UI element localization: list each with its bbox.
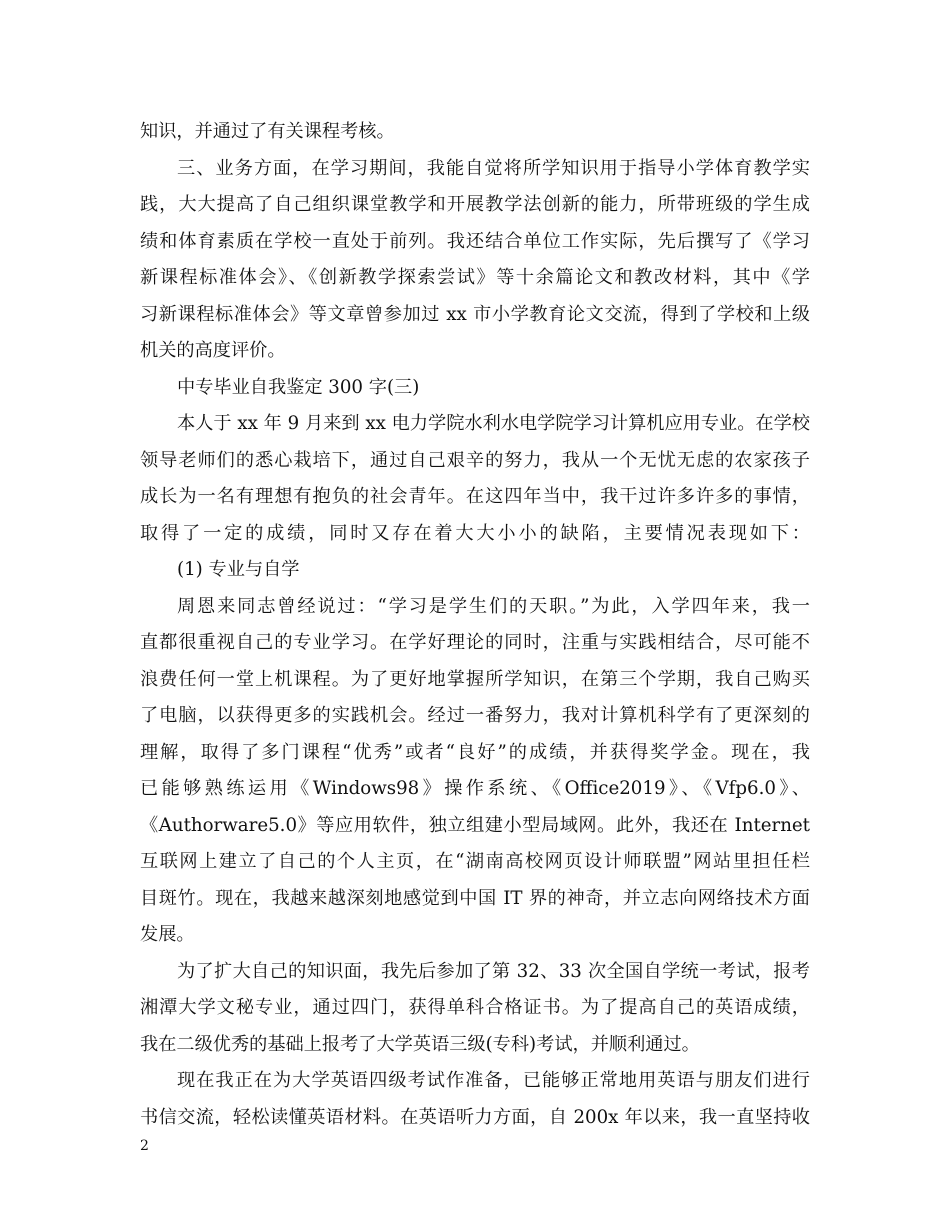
text-line: 已能够熟练运用《Windows98》操作系统、《Office2019》、《Vfp6.0》、 (140, 778, 810, 799)
text-line: 互联网上建立了自己的个人主页，在“湖南高校网页设计师联盟”网站里担任栏 (140, 851, 810, 872)
text-line: 机关的高度评价。 (140, 340, 286, 361)
text-line: 践，大大提高了自己组织课堂教学和开展教学法创新的能力，所带班级的学生成 (140, 194, 810, 215)
text-line: 书信交流，轻松读懂英语材料。在英语听力方面，自 200x 年以来，我一直坚持收 (140, 1106, 810, 1128)
text-line: 绩和体育素质在学校一直处于前列。我还结合单位工作实际，先后撰写了《学习 (140, 230, 810, 252)
text-line: 成长为一名有理想有抱负的社会青年。在这四年当中，我干过许多许多的事情， (140, 486, 810, 507)
text-line: 本人于 xx 年 9 月来到 xx 电力学院水利水电学院学习计算机应用专业。在学校 (177, 413, 810, 434)
text-line: 领导老师们的悉心栽培下，通过自己艰辛的努力，我从一个无忧无虑的农家孩子 (140, 449, 810, 471)
text-line: 目斑竹。现在，我越来越深刻地感觉到中国 IT 界的神奇，并立志向网络技术方面 (140, 887, 810, 909)
text-line: 取得了一定的成绩，同时又存在着大大小小的缺陷，主要情况表现如下： (140, 522, 810, 544)
text-line: 周恩来同志曾经说过：“学习是学生们的天职。”为此，入学四年来，我一 (177, 595, 810, 617)
text-line: 新课程标准体会》、《创新教学探索尝试》等十余篇论文和教改材料，其中《学 (140, 267, 810, 288)
text-line: 为了扩大自己的知识面，我先后参加了第 32、33 次全国自学统一考试，报考 (177, 960, 810, 982)
text-line: 现在我正在为大学英语四级考试作准备，已能够正常地用英语与朋友们进行 (177, 1070, 810, 1091)
text-line: 中专毕业自我鉴定 300 字(三) (177, 376, 420, 398)
text-line: 发展。 (140, 924, 195, 945)
text-line: 湘潭大学文秘专业，通过四门，获得单科合格证书。为了提高自己的英语成绩， (140, 997, 810, 1018)
text-line: 我在二级优秀的基础上报考了大学英语三级(专科)考试，并顺利通过。 (140, 1033, 700, 1055)
text-line: 了电脑，以获得更多的实践机会。经过一番努力，我对计算机科学有了更深刻的 (140, 705, 810, 726)
text-line: (1) 专业与自学 (177, 559, 300, 580)
text-line: 习新课程标准体会》等文章曾参加过 xx 市小学教育论文交流，得到了学校和上级 (140, 303, 810, 325)
text-line: 理解，取得了多门课程“优秀”或者“良好”的成绩，并获得奖学金。现在，我 (140, 741, 810, 763)
text-line: 三、业务方面，在学习期间，我能自觉将所学知识用于指导小学体育教学实 (177, 157, 810, 179)
page-number: 2 (140, 1138, 149, 1154)
text-line: 《Authorware5.0》等应用软件，独立组建小型局域网。此外，我还在 Internet (140, 814, 810, 836)
text-line: 浪费任何一堂上机课程。为了更好地掌握所学知识，在第三个学期，我自己购买 (140, 668, 810, 690)
document-body (140, 114, 810, 1136)
text-line: 知识，并通过了有关课程考核。 (140, 121, 395, 142)
text-line: 直都很重视自己的专业学习。在学好理论的同时，注重与实践相结合，尽可能不 (140, 632, 810, 653)
